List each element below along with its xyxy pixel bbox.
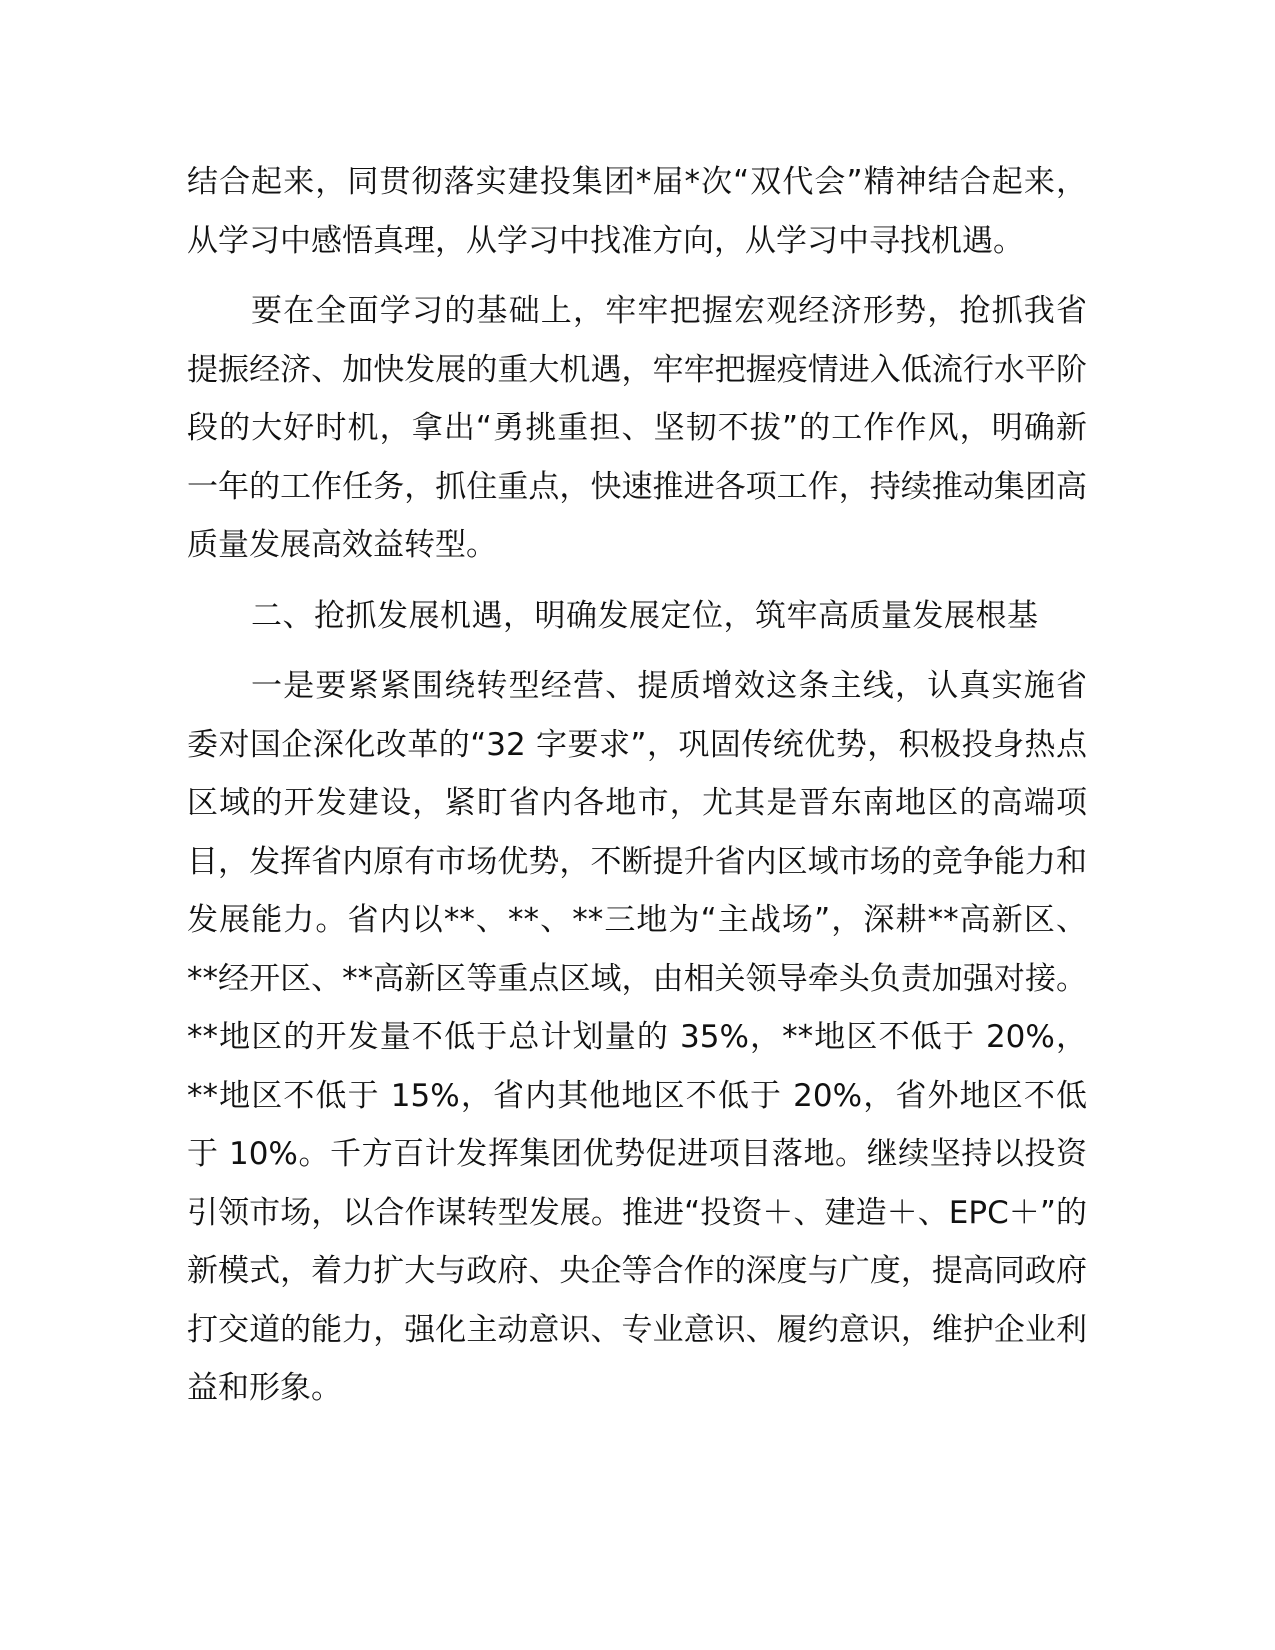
paragraph-main-line: 一是要紧紧围绕转型经营、提质增效这条主线，认真实施省委对国企深化改革的“32 字要求”，巩固传统优势，积极投身热点区域的开发建设，紧盯省内各地市，尤其是晋东南地区的高端项目，发挥省内原有市场优势，不断提升省内区域市场的竞争能力和发展能力。省内以**、**、**三地为“主战场”，深耕**高新区、**经开区、**高新区等重点区域，由相关领导牵头负责加强对接。**地区的开发量不低于总计划量的 35%，**地区不低于 20%，**地区不低于 15%，省内其他地区不低于 20%，省外地区不低于 10%。千方百计发挥集团优势促进项目落地。继续坚持以投资引领市场，以合作谋转型发展。推进“投资＋、建造＋、EPC＋”的新模式，着力扩大与政府、央企等合作的深度与广度，提高同政府打交道的能力，强化主动意识、专业意识、履约意识，维护企业利益和形象。 [187, 668, 1087, 1406]
paragraph-continuation: 结合起来，同贯彻落实建投集团*届*次“双代会”精神结合起来，从学习中感悟真理，从学习中找准方向，从学习中寻找机遇。 [187, 164, 1087, 259]
document-body [187, 153, 1087, 1418]
paragraph-opportunity: 要在全面学习的基础上，牢牢把握宏观经济形势，抢抓我省提振经济、加快发展的重大机遇，牢牢把握疫情进入低流行水平阶段的大好时机，拿出“勇挑重担、坚韧不拔”的工作作风，明确新一年的工作任务，抓住重点，快速推进各项工作，持续推动集团高质量发展高效益转型。 [187, 293, 1087, 563]
section-heading-2: 二、抢抓发展机遇，明确发展定位，筑牢高质量发展根基 [251, 597, 1039, 634]
